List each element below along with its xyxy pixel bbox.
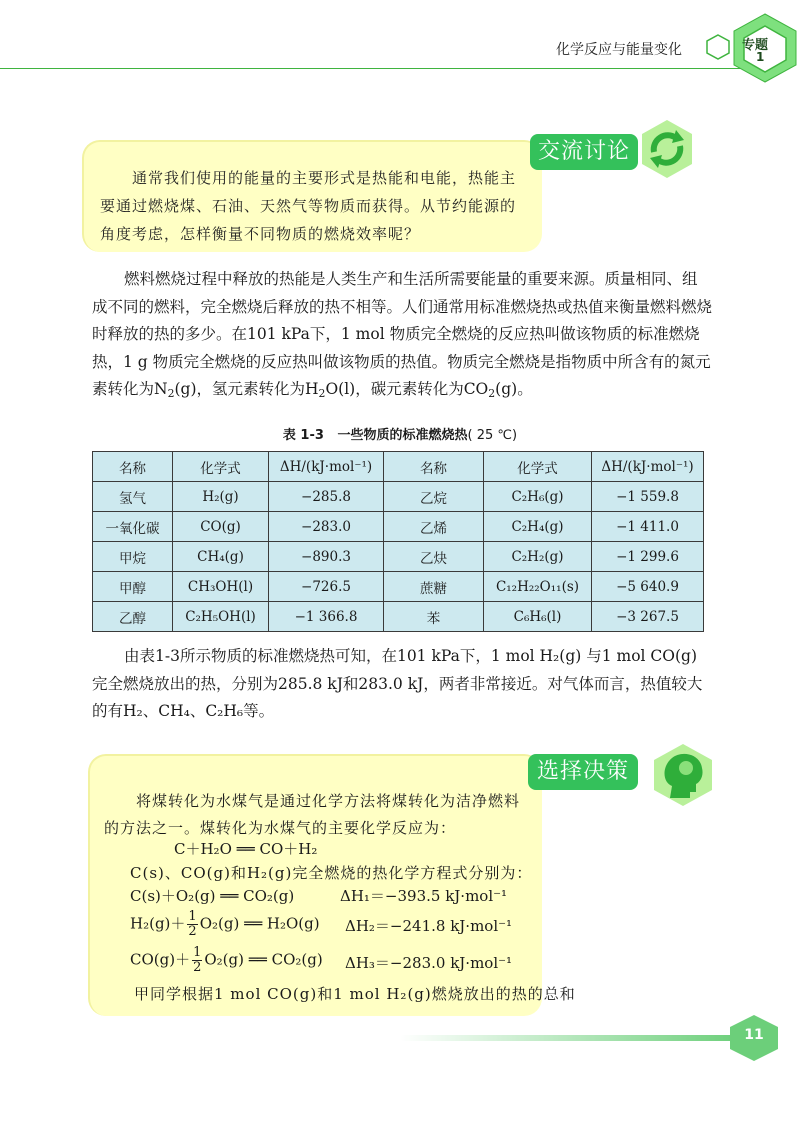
half-fraction: $\frac{1}{2}$ — [193, 945, 202, 975]
equation-hydrogen: H₂(g)＋ $\frac{1}{2}$ O₂(g) ══ H₂O(g) — [130, 909, 320, 939]
enthalpy-hydrogen: ΔH₂＝−241.8 kJ·mol⁻¹ — [345, 917, 513, 935]
column-header-formula: 化学式 — [173, 452, 269, 482]
column-header-name: 名称 — [384, 452, 484, 482]
equation-carbon: C(s)＋O₂(g) ══ CO₂(g) — [130, 887, 295, 905]
table-caption: 表 1-3 一些物质的标准燃烧热( 25 ℃) — [282, 428, 518, 443]
decision-intro: 将煤转化为水煤气是通过化学方法将煤转化为洁净燃料的方法之一。煤转化为水煤气的主要化学反应为： — [104, 792, 521, 837]
combustion-table-right — [383, 451, 704, 632]
table-row: 甲醇 CH₃OH(l) −726.5 — [93, 572, 384, 602]
enthalpy-carbon-monoxide: ΔH₃＝−283.0 kJ·mol⁻¹ — [345, 954, 513, 972]
chapter-badge-number: 1 — [756, 50, 765, 64]
decision-last-line: 甲同学根据1 mol CO(g)和1 mol H₂(g)燃烧放出的热的总和 — [134, 985, 576, 1003]
table-row: 蔗糖 C₁₂H₂₂O₁₁(s) −5 640.9 — [384, 572, 704, 602]
combustion-table-left — [92, 451, 384, 632]
main-paragraph: 燃料燃烧过程中释放的热能是人类生产和生活所需要能量的重要来源。质量相同、组成不同的燃料，完全燃烧后释放的热不相等。人们通常用标准燃烧热或热值来衡量燃料燃烧时释放的热的多少。在101 kPa下，1 mol 物质完全燃烧的反应热叫做该物质的标准燃烧热，1 g 物质完全燃烧的反应热叫做该物质的热值。物质完全燃烧是指物质中所含有的氮元素转化为$N_2(g)$，氢元素转化为$H_2O(l)$，碳元素转化为$CO_2(g)$。 — [92, 270, 713, 400]
table-row: 一氧化碳 CO(g) −283.0 — [93, 512, 384, 542]
table-row: 氢气 H₂(g) −285.8 — [93, 482, 384, 512]
column-header-name: 名称 — [93, 452, 173, 482]
column-header-enthalpy: ΔH/(kJ·mol⁻¹) — [269, 452, 384, 482]
table-row: 乙烷 C₂H₆(g) −1 559.8 — [384, 482, 704, 512]
column-header-enthalpy: ΔH/(kJ·mol⁻¹) — [592, 452, 704, 482]
table-header-row — [93, 452, 384, 482]
header-rule — [0, 68, 745, 69]
table-row: 乙烯 C₂H₄(g) −1 411.0 — [384, 512, 704, 542]
table-row: 乙醇 C₂H₅OH(l) −1 366.8 — [93, 602, 384, 632]
column-header-formula: 化学式 — [484, 452, 592, 482]
table-row: 乙炔 C₂H₂(g) −1 299.6 — [384, 542, 704, 572]
table-header-row — [384, 452, 704, 482]
chapter-title: 化学反应与能量变化 — [556, 42, 682, 58]
decision-label: 选择决策 — [528, 754, 638, 790]
coal-gasification-reaction: C＋H₂O ══ CO＋H₂ — [174, 840, 318, 858]
footer-rule — [400, 1035, 740, 1041]
hexagon-outline-icon — [705, 34, 731, 60]
table-row: 甲烷 CH₄(g) −890.3 — [93, 542, 384, 572]
enthalpy-carbon: ΔH₁＝−393.5 kJ·mol⁻¹ — [340, 887, 508, 905]
discussion-label: 交流讨论 — [530, 134, 638, 170]
page-number: 11 — [744, 1027, 764, 1043]
thinking-head-icon — [650, 742, 716, 808]
table-analysis-paragraph: 由表1-3所示物质的标准燃烧热可知，在101 kPa下，1 mol H₂(g) 与1 mol CO(g)完全燃烧放出的热，分别为285.8 kJ和283.0 kJ，两者非常接近。对气体而言，热值较大的有H₂、CH₄、C₂H₆等。 — [92, 647, 703, 720]
recycle-arrows-icon — [636, 118, 698, 180]
table-row: 苯 C₆H₆(l) −3 267.5 — [384, 602, 704, 632]
half-fraction: $\frac{1}{2}$ — [188, 909, 197, 939]
discussion-text: 通常我们使用的能量的主要形式是热能和电能，热能主要通过燃烧煤、石油、天然气等物质而获得。从节约能源的角度考虑，怎样衡量不同物质的燃烧效率呢？ — [100, 169, 517, 243]
equation-carbon-monoxide: CO(g)＋ $\frac{1}{2}$ O₂(g) ══ CO₂(g) — [130, 945, 323, 975]
chapter-badge-label: 专题 — [742, 38, 769, 53]
equations-lead: C(s)、CO(g)和H₂(g)完全燃烧的热化学方程式分别为： — [130, 864, 533, 882]
